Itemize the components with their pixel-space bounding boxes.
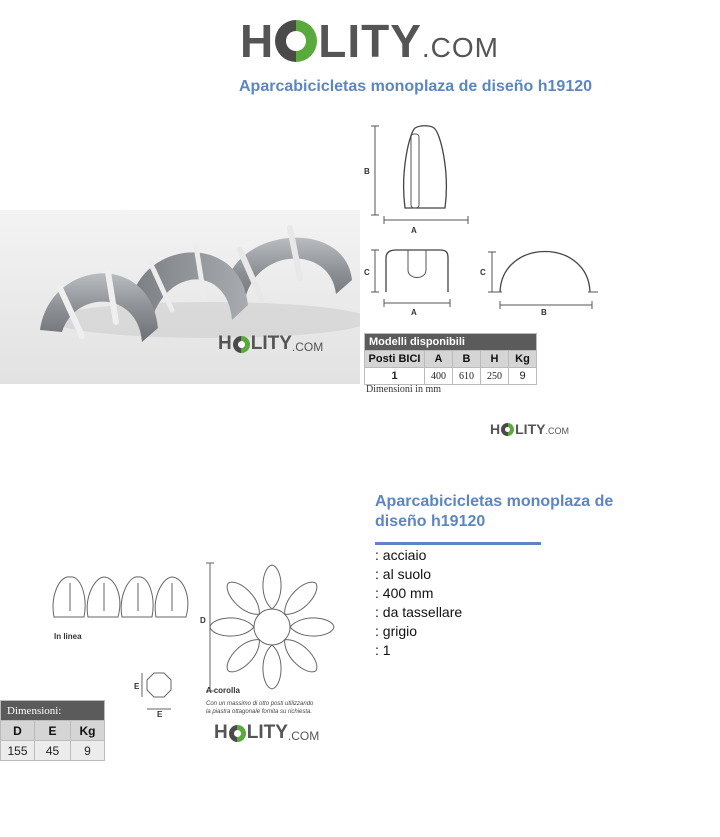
dimensions-header-cell: D [1, 721, 35, 741]
models-header-cell: A [425, 351, 453, 368]
spec-item: : 400 mm [375, 585, 434, 601]
product-title-side: Aparcabicicletas monoplaza de diseño h19120 [375, 493, 614, 530]
inline-label: In linea [54, 632, 82, 641]
corolla-note-1: Con un massimo di otto posti utilizzando [206, 701, 314, 707]
corolla-note-2: la piastra ottagonale fornita su richiesta. [206, 709, 313, 715]
wm2-h: H [490, 421, 501, 437]
technical-drawing-dimensions [360, 120, 610, 320]
wm2-lity: LITY [515, 421, 546, 437]
models-cell: 1 [365, 368, 425, 385]
dimensions-header-cell: Kg [71, 721, 105, 741]
logo-letter-h: H [240, 15, 275, 67]
spec-item: : grigio [375, 623, 418, 639]
photo-watermark-logo [218, 333, 323, 355]
models-table [364, 333, 537, 385]
models-cell: 9 [509, 368, 537, 385]
dim-e-label: E [134, 682, 140, 691]
title-divider [375, 542, 541, 545]
models-cell: 400 [425, 368, 453, 385]
dim-b-label: B [364, 167, 370, 176]
bike-rack-illustration [0, 210, 360, 384]
dim-d-label: D [200, 616, 206, 625]
dim-b-label-2: B [541, 308, 547, 317]
models-header-cell: B [453, 351, 481, 368]
models-header-cell: Posti BICI [365, 351, 425, 368]
dim-c-label-2: C [480, 268, 486, 277]
wm1-o-icon [233, 336, 250, 353]
wm3-h: H [214, 722, 228, 743]
dimensions-table-caption: Dimensioni: [1, 701, 105, 721]
wm3-com: .COM [287, 728, 320, 743]
spec-item: : da tassellare [375, 604, 463, 620]
spec-item: : acciaio [375, 547, 427, 563]
models-header-cell: Kg [509, 351, 537, 368]
spec-list [375, 546, 462, 660]
layout-drawing [40, 555, 340, 720]
wm3-o-icon [229, 725, 246, 742]
spec-item: : 1 [375, 642, 391, 658]
dimensions-cell: 9 [71, 741, 105, 761]
dimensions-table [0, 700, 105, 761]
dim-c-label: C [364, 268, 370, 277]
models-cell: 610 [453, 368, 481, 385]
models-header-cell: H [481, 351, 509, 368]
dimensions-note: Dimensioni in mm [366, 384, 441, 395]
wm2-com: .COM [545, 426, 569, 436]
wm1-lity: LITY [250, 333, 292, 354]
wm2-o-icon [501, 423, 514, 436]
holity-logo-small [490, 421, 569, 437]
logo-letters-lity: LITY [318, 15, 422, 67]
dim-a-label: A [411, 226, 417, 235]
wm3-lity: LITY [246, 722, 288, 743]
product-title: Aparcabicicletas monoplaza de diseño h19120 [239, 78, 593, 95]
wm1-com: .COM [291, 339, 324, 354]
spec-item: : al suolo [375, 566, 432, 582]
wm1-h: H [218, 333, 232, 354]
product-photo[interactable] [0, 210, 360, 384]
dimensions-header-cell: E [35, 721, 71, 741]
logo-o-icon [275, 20, 317, 62]
dim-e-label-2: E [157, 710, 163, 719]
dimensions-cell: 155 [1, 741, 35, 761]
dimensions-cell: 45 [35, 741, 71, 761]
models-table-caption: Modelli disponibili [365, 334, 537, 351]
corolla-label: A corolla [206, 686, 240, 695]
logo-com: .COM [421, 32, 500, 63]
models-cell: 250 [481, 368, 509, 385]
holity-logo[interactable] [240, 14, 499, 68]
dim-a-label-2: A [411, 308, 417, 317]
holity-logo-bottom [214, 722, 319, 744]
